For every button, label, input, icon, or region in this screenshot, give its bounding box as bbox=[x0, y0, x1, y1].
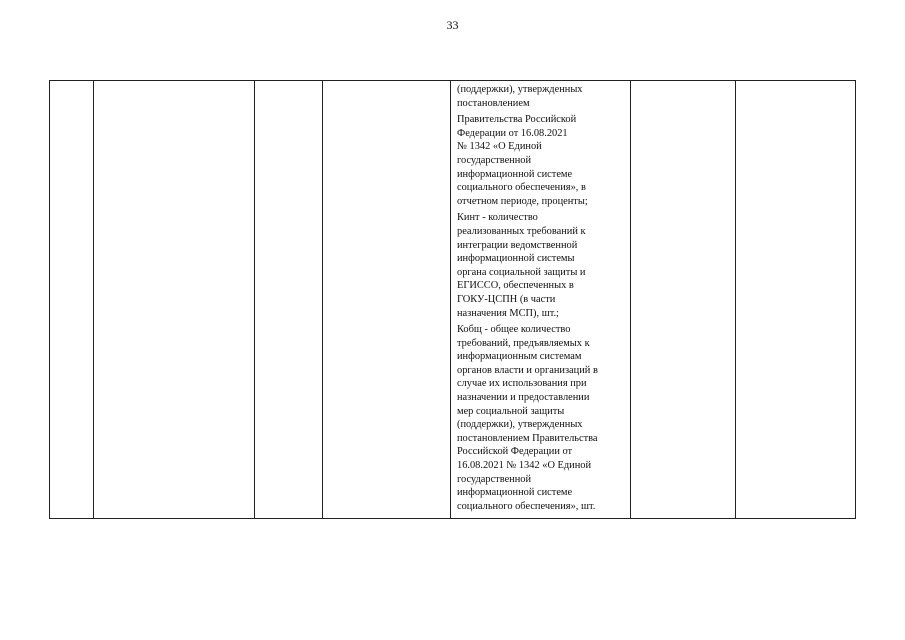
description-line: назначения МСП), шт.; bbox=[457, 307, 559, 319]
indicator-table bbox=[49, 80, 856, 519]
description-line: Федерации от 16.08.2021 bbox=[457, 127, 568, 139]
table-cell-number bbox=[50, 81, 94, 519]
description-line: информационной системе bbox=[457, 168, 573, 180]
description-line: Российской Федерации от bbox=[457, 446, 573, 458]
description-line: постановлением Правительства bbox=[457, 432, 598, 444]
description-line: органа социальной защиты и bbox=[457, 266, 586, 278]
description-paragraph bbox=[457, 113, 624, 208]
page-number: 33 bbox=[446, 18, 459, 32]
description-line: Кобщ - общее количество bbox=[457, 324, 571, 336]
table-cell-indicator-name bbox=[94, 81, 255, 519]
description-line: случае их использования при bbox=[457, 378, 587, 390]
table-cell-value bbox=[323, 81, 451, 519]
description-line: постановлением bbox=[457, 97, 530, 109]
description-line: органов власти и организаций в bbox=[457, 364, 598, 376]
description-line: ГОКУ-ЦСПН (в части bbox=[457, 293, 556, 305]
description-line: социального обеспечения», в bbox=[457, 182, 586, 194]
calculation-description bbox=[457, 83, 624, 513]
description-paragraph bbox=[457, 211, 624, 320]
description-line: интеграции ведомственной bbox=[457, 239, 578, 251]
description-line: 16.08.2021 № 1342 «О Единой bbox=[457, 460, 592, 472]
description-line: назначении и предоставлении bbox=[457, 392, 590, 404]
description-line: Кинт - количество bbox=[457, 212, 538, 224]
description-line: мер социальной защиты bbox=[457, 405, 565, 417]
description-line: ЕГИССО, обеспеченных в bbox=[457, 280, 574, 292]
table-cell-calculation-method bbox=[451, 81, 631, 519]
description-line: информационной системе bbox=[457, 487, 573, 499]
description-line: информационным системам bbox=[457, 351, 582, 363]
description-line: № 1342 «О Единой bbox=[457, 141, 542, 153]
description-line: (поддержки), утвержденных bbox=[457, 84, 583, 95]
description-line: (поддержки), утвержденных bbox=[457, 419, 583, 431]
description-line: требований, предъявляемых к bbox=[457, 337, 590, 349]
table-cell-unit bbox=[255, 81, 323, 519]
description-line: государственной bbox=[457, 473, 532, 485]
description-line: реализованных требований к bbox=[457, 225, 586, 237]
description-line: отчетном периоде, проценты; bbox=[457, 195, 588, 207]
table-cell-responsible bbox=[736, 81, 856, 519]
table-cell-source bbox=[631, 81, 736, 519]
table-row bbox=[50, 81, 856, 519]
description-line: Правительства Российской bbox=[457, 114, 577, 126]
description-line: социального обеспечения», шт. bbox=[457, 500, 596, 512]
description-line: информационной системы bbox=[457, 253, 575, 265]
description-paragraph bbox=[457, 323, 624, 513]
description-paragraph bbox=[457, 83, 624, 110]
description-line: государственной bbox=[457, 154, 532, 166]
